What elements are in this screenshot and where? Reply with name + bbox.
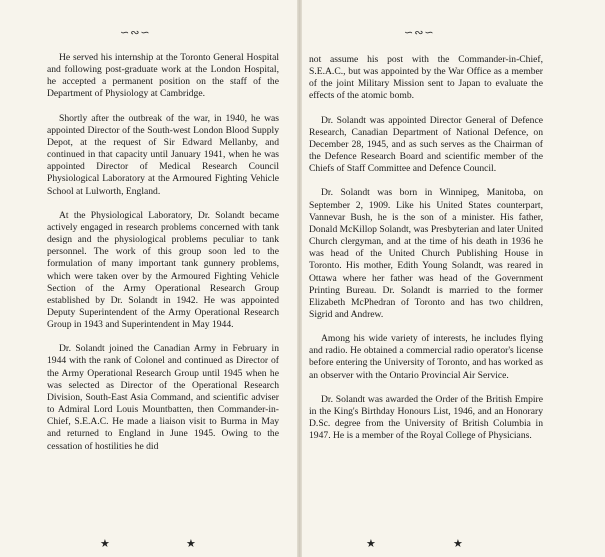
left-column: [47, 52, 279, 465]
paragraph: Dr. Solandt joined the Canadian Army in February in 1944 with the rank of Colonel and continued as Director of the Army Operational Research Group until 1945 when he was selected as Director of the Operational Research Division, South-East Asia Command, and scientific adviser to Admiral Lord Louis Mountbatten, then Commander-in-Chief, S.E.A.C. He made a liaison visit to Burma in May and returned to England in June 1945. Owing to the cessation of hostilities he did: [47, 343, 279, 452]
left-page: [0, 0, 297, 557]
paragraph: He served his internship at the Toronto General Hospital and following post-graduate work at the London Hospital, he accepted a permanent position on the staff of the Department of Physiology at Cambridge.: [47, 52, 279, 100]
paragraph: Among his wide variety of interests, he includes flying and radio. He obtained a commercial radio operator's license before entering the University of Toronto, and has worked as an observer with the Ontario Provincial Air Service.: [309, 333, 543, 381]
paragraph: At the Physiological Laboratory, Dr. Solandt became actively engaged in research problems concerned with tank design and the physiological problems peculiar to tank personnel. The work of this group soon led to the formulation of many important tank gunnery problems, which were taken over by the Armoured Fighting Vehicle Section of the Army Operational Research Group established by Dr. Solandt in 1942. He was appointed Deputy Superintendent of the Army Operational Research Group in 1943 and Superintendent in May 1944.: [47, 209, 279, 331]
paragraph: Dr. Solandt was born in Winnipeg, Manitoba, on September 2, 1909. Like his United States counterpart, Vannevar Bush, he is the son of a minister. His father, Donald McKillop Solandt, was Presbyterian and later United Church clergyman, and at the time of his death in 1936 he was head of the United Church Publishing House in Toronto. His mother, Edith Young Solandt, was reared in Ottawa where her father was head of the Government Printing Bureau. Dr. Solandt is married to the former Elizabeth McPhedran of Toronto and has two children, Sigrid and Andrew.: [309, 187, 543, 320]
paragraph: Shortly after the outbreak of the war, in 1940, he was appointed Director of the South-west London Blood Supply Depot, at the request of Sir Edward Mellanby, and continued in that capacity until January 1941, when he was appointed Director of Medical Research Council Physiological Laboratory at the Armoured Fighting Vehicle School at Lulworth, England.: [47, 112, 279, 197]
paragraph: Dr. Solandt was appointed Director General of Defence Research, Canadian Department of National Defence, on December 28, 1945, and as such serves as the Chairman of the Defence Research Board and scientific member of the Chiefs of Staff Committee and Defence Council.: [309, 114, 543, 175]
star-icon: ★: [453, 537, 463, 550]
star-icon: ★: [100, 537, 110, 550]
ornament-icon: ∽∾∽: [120, 26, 151, 39]
paragraph-continuation: not assume his post with the Commander-in-Chief, S.E.A.C., but was appointed by the War Office as a member of the joint Military Mission sent to Japan to evaluate the effects of the atomic bomb.: [309, 54, 543, 102]
star-icon: ★: [186, 537, 196, 550]
star-icon: ★: [366, 537, 376, 550]
right-page: [302, 0, 605, 557]
right-column: [309, 54, 543, 454]
paragraph: Dr. Solandt was awarded the Order of the British Empire in the King's Birthday Honours List, 1946, and an Honorary D.Sc. degree from the University of British Columbia in 1947. He is a member of the Royal College of Physicians.: [309, 393, 543, 442]
ornament-icon: ∽∾∽: [404, 26, 435, 39]
